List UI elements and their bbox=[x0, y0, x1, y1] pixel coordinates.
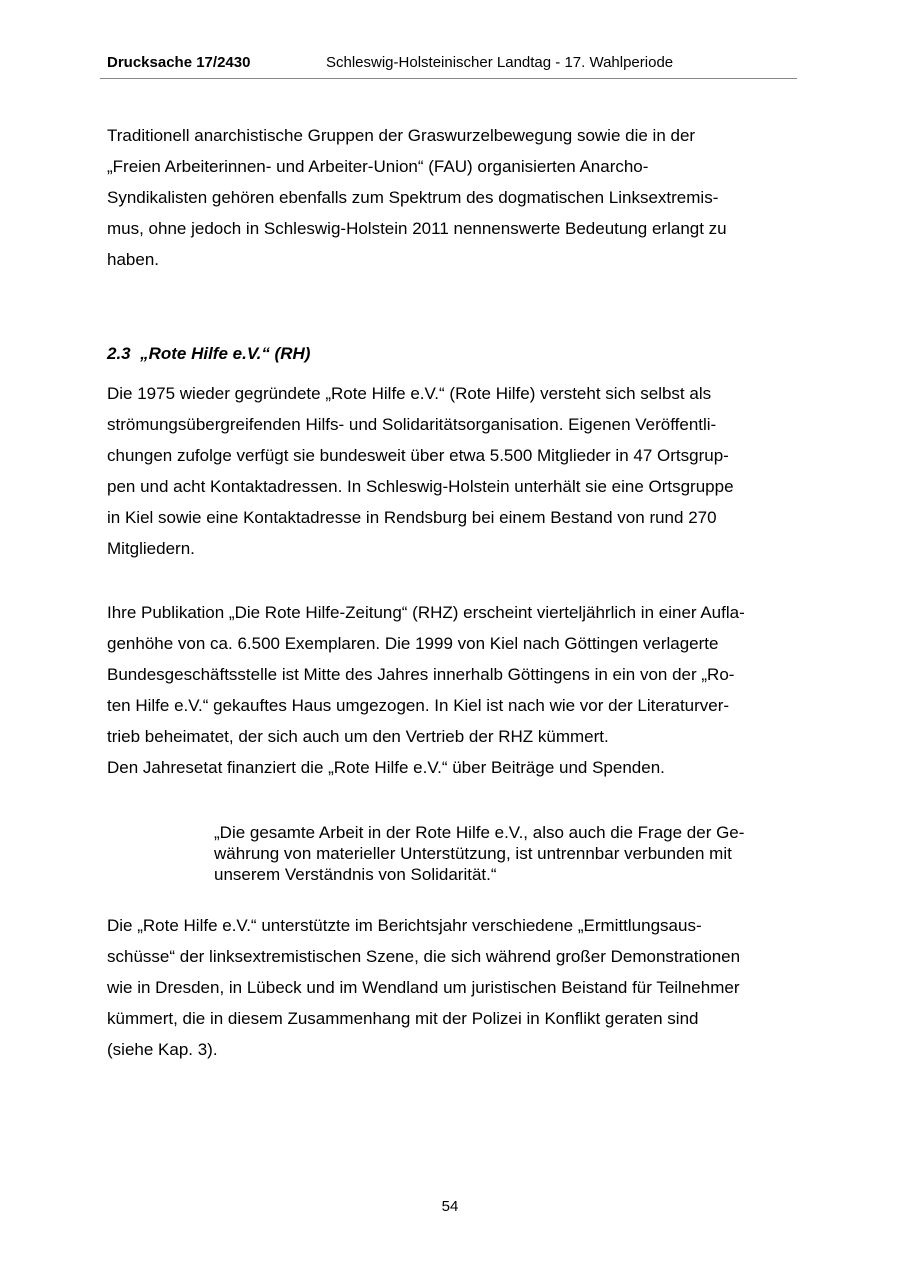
quote-line: unserem Verständnis von Solidarität.“ bbox=[214, 865, 497, 884]
text-line: trieb beheimatet, der sich auch um den Vertrieb der RHZ kümmert. bbox=[107, 727, 609, 746]
page-header bbox=[100, 52, 797, 79]
text-line: chungen zufolge verfügt sie bundesweit über etwa 5.500 Mitglieder in 47 Ortsgrup- bbox=[107, 446, 729, 465]
document-number: Drucksache 17/2430 bbox=[107, 54, 251, 71]
quote-line: „Die gesamte Arbeit in der Rote Hilfe e.V., also auch die Frage der Ge- bbox=[214, 823, 745, 842]
text-line: Die 1975 wieder gegründete „Rote Hilfe e.V.“ (Rote Hilfe) versteht sich selbst als bbox=[107, 384, 712, 403]
text-line: Mitgliedern. bbox=[107, 539, 195, 558]
text-line: genhöhe von ca. 6.500 Exemplaren. Die 1999 von Kiel nach Göttingen verlagerte bbox=[107, 634, 719, 653]
page-number: 54 bbox=[441, 1198, 459, 1215]
paragraph-anarchist-groups bbox=[107, 120, 797, 275]
text-line: mus, ohne jedoch in Schleswig-Holstein 2011 nennenswerte Bedeutung erlangt zu bbox=[107, 219, 727, 238]
text-line: ten Hilfe e.V.“ gekauftes Haus umgezogen. In Kiel ist nach wie vor der Literaturver- bbox=[107, 696, 730, 715]
text-line: Traditionell anarchistische Gruppen der Graswurzelbewegung sowie die in der bbox=[107, 126, 696, 145]
text-line: Bundesgeschäftsstelle ist Mitte des Jahres innerhalb Göttingens in ein von der „Ro- bbox=[107, 665, 735, 684]
text-line: Syndikalisten gehören ebenfalls zum Spektrum des dogmatischen Linksextremis- bbox=[107, 188, 719, 207]
text-line: schüsse“ der linksextremistischen Szene, die sich während großer Demonstrationen bbox=[107, 947, 741, 966]
text-line: kümmert, die in diesem Zusammenhang mit der Polizei in Konflikt geraten sind bbox=[107, 1009, 699, 1028]
section-heading: 2.3 „Rote Hilfe e.V.“ (RH) bbox=[107, 344, 311, 363]
paragraph-rote-hilfe-intro bbox=[107, 378, 797, 564]
text-line: pen und acht Kontaktadressen. In Schleswig-Holstein unterhält sie eine Ortsgruppe bbox=[107, 477, 734, 496]
paragraph-publication bbox=[107, 597, 797, 783]
text-line: Den Jahresetat finanziert die „Rote Hilfe e.V.“ über Beiträge und Spenden. bbox=[107, 758, 665, 777]
text-line: „Freien Arbeiterinnen- und Arbeiter-Union“ (FAU) organisierten Anarcho- bbox=[107, 157, 649, 176]
text-line: wie in Dresden, in Lübeck und im Wendland um juristischen Beistand für Teilnehmer bbox=[107, 978, 740, 997]
text-line: in Kiel sowie eine Kontaktadresse in Rendsburg bei einem Bestand von rund 270 bbox=[107, 508, 717, 527]
text-line: haben. bbox=[107, 250, 159, 269]
text-line: strömungsübergreifenden Hilfs- und Solidaritätsorganisation. Eigenen Veröffentli- bbox=[107, 415, 717, 434]
text-line: Ihre Publikation „Die Rote Hilfe-Zeitung“ (RHZ) erscheint vierteljährlich in einer Aufla- bbox=[107, 603, 745, 622]
paragraph-investigation-committees bbox=[107, 910, 797, 1065]
block-quote bbox=[214, 822, 794, 885]
document-title: Schleswig-Holsteinischer Landtag - 17. Wahlperiode bbox=[326, 54, 674, 71]
text-line: (siehe Kap. 3). bbox=[107, 1040, 218, 1059]
quote-line: währung von materieller Unterstützung, ist untrennbar verbunden mit bbox=[214, 844, 732, 863]
text-line: Die „Rote Hilfe e.V.“ unterstützte im Berichtsjahr verschiedene „Ermittlungsaus- bbox=[107, 916, 702, 935]
